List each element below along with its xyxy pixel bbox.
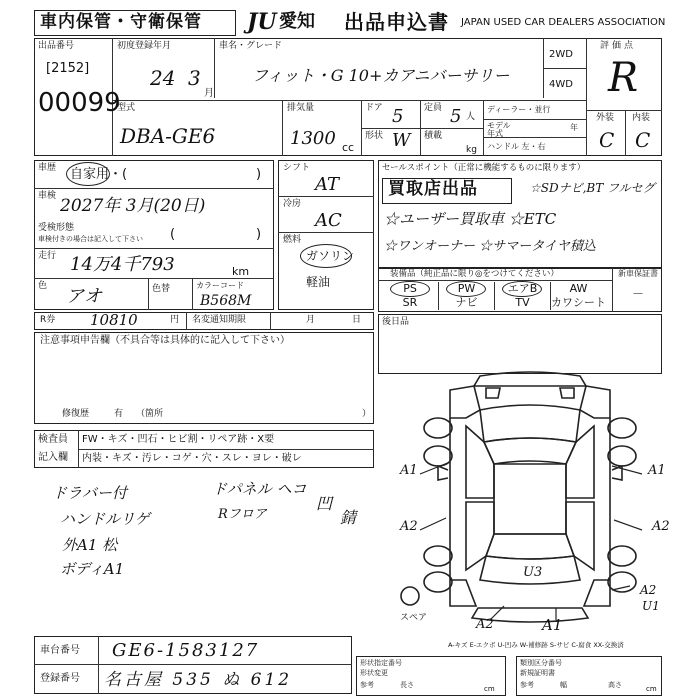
inspection-label: 車検 [38, 191, 57, 201]
equipment-label: 装備品（純正品に限り◎をつけてください） [390, 269, 559, 279]
equipment-item: PW [438, 282, 494, 296]
grade-value: R [608, 55, 639, 101]
shape-cm: cm [484, 685, 495, 693]
note-left-1: ドラバー付 [52, 484, 128, 502]
inspection-value: 2027年 3月(20日) [60, 196, 206, 216]
rear-items-box [378, 314, 662, 374]
ac-label: 冷房 [283, 199, 302, 209]
damage-legend: A-キズ E-エクボ U-凹み W-補修跡 S-サビ C-腐食 XX-交換済 [448, 641, 624, 649]
drive-4wd: 4WD [549, 79, 573, 90]
fuel-label: 燃料 [283, 235, 302, 245]
inspector-label-1: 検査員 [38, 434, 68, 445]
displacement-unit: cc [342, 141, 355, 154]
repair-close: ） [362, 409, 372, 419]
note-right-1: ドパネル ヘコ [212, 480, 307, 498]
shift-label: シフト [283, 163, 311, 173]
equipment-circle [502, 281, 542, 297]
note-right-4: 錆 [340, 508, 357, 527]
color-label: 色 [38, 281, 48, 291]
class-label: 類別区分番号 [520, 659, 562, 667]
equipment-item: ナビ [438, 296, 494, 310]
equipment-circle [390, 281, 430, 297]
inspector-row-1: FW・キズ・凹石・ヒビ割・リペア跡・X要 [82, 434, 275, 445]
note-left-4: ボディA1 [60, 560, 125, 578]
mark-u3-roof: U3 [523, 565, 543, 580]
deadline-label: 名変通知期限 [192, 315, 247, 325]
ac-value: AC [315, 210, 342, 231]
inspection-note: 車検付きの場合は記入して下さい [38, 235, 143, 243]
mark-a2-right: A2 [652, 519, 670, 534]
rear-items-label: 後日品 [382, 317, 410, 327]
notes-label: 注意事項申告欄（不具合等は具体的に記入して下さい） [40, 335, 290, 346]
inspection-type-label: 受検形態 [38, 223, 75, 233]
selling-point-line2: ☆ユーザー買取車 ☆ETC [384, 210, 557, 228]
form-title: 出品申込書 [344, 10, 449, 34]
fuel-gasoline: ガソリン [306, 249, 355, 263]
class-cm: cm [646, 685, 657, 693]
mark-a2-rear: A2 [476, 617, 494, 632]
equipment-item: PS [403, 282, 417, 295]
exterior-label: 外装 [596, 113, 615, 123]
equipment-item: AW [550, 282, 606, 296]
type-value: DBA-GE6 [120, 124, 216, 148]
note-right-2: Rフロア [218, 507, 267, 522]
selling-point-line1: ☆SDナビ,BT フルセグ [530, 181, 655, 195]
inspection-paren-open: ( [170, 227, 176, 242]
drive-2wd: 2WD [549, 49, 573, 60]
recycle-label: R券 [40, 315, 56, 325]
handle-label: ハンドル 左・右 [487, 142, 546, 151]
mark-u1-rear: U1 [642, 599, 660, 613]
repaint-label: 色替 [152, 284, 171, 294]
chassis-label: 車台番号 [40, 645, 80, 656]
repair-place: （箇所 [136, 409, 164, 419]
registration-month: 3 [188, 66, 201, 90]
history-value: 自家用・( [70, 167, 128, 182]
mileage-value: 14万4千793 [70, 254, 175, 275]
selling-points-label: セールスポイント（正常に機能するものに限ります） [382, 163, 586, 173]
lot-number: 00099 [38, 88, 121, 118]
doors-value: 5 [392, 106, 404, 127]
history-label: 車歴 [38, 163, 57, 173]
month-unit: 月 [204, 88, 214, 99]
deadline-month: 月 [306, 315, 316, 325]
mark-a2-rear-right: A2 [640, 583, 657, 597]
new-car-warranty-label: 新車保証書 [618, 269, 658, 278]
interior-value: C [635, 128, 651, 152]
plate-value: 名古屋 535 ぬ 612 [104, 670, 293, 690]
ju-logo: JU [247, 9, 277, 35]
load-unit: kg [466, 145, 477, 155]
registration-year: 24 [150, 66, 176, 90]
org-name: 愛知 [279, 11, 315, 32]
mark-a2-left: A2 [400, 519, 418, 534]
dealer-label: ディーラー・並行 [487, 105, 551, 114]
class-ref: 参考 [520, 681, 534, 689]
color-value: アオ [66, 286, 102, 307]
equipment-grid [382, 282, 608, 310]
capacity-label: 定員 [424, 103, 443, 113]
inspection-paren-close: ) [256, 227, 262, 242]
shape-ref: 参考 [360, 681, 374, 689]
association-name: JAPAN USED CAR DEALERS ASSOCIATION [461, 17, 666, 28]
type-label: 型式 [117, 103, 136, 113]
load-label: 積載 [424, 131, 443, 141]
capacity-unit: 人 [466, 112, 476, 122]
new-car-warranty-value: － [632, 287, 645, 301]
spare-label: スペア [400, 613, 428, 623]
lot-label: 出品番号 [38, 41, 75, 51]
equipment-item: TV [494, 296, 550, 310]
note-left-2: ハンドルリゲ [60, 510, 150, 528]
shape-change-label: 形状変更 [360, 669, 388, 677]
fuel-diesel: 軽油 [306, 275, 331, 289]
repair-value: 有 [114, 409, 124, 419]
equipment-item: SR [402, 296, 418, 309]
note-right-3: 凹 [316, 494, 333, 513]
exterior-value: C [599, 128, 615, 152]
storage-label: 車内保管・守衛保管 [40, 12, 202, 32]
doors-label: ドア [365, 103, 383, 113]
mileage-unit: km [232, 265, 250, 278]
shape-spec-label: 形状指定番号 [360, 659, 402, 667]
model-year-unit: 年 [570, 123, 578, 132]
equipment-item: エアB [494, 282, 550, 296]
shape-label: 形状 [365, 131, 384, 141]
note-left-3: 外A1 松 [62, 536, 118, 554]
plate-label: 登録番号 [40, 673, 80, 684]
mark-a1-left: A1 [400, 463, 418, 478]
first-registration-label: 初度登録年月 [117, 41, 172, 51]
capacity-value: 5 [450, 106, 462, 127]
model-year-label: モデル年式 [487, 121, 511, 138]
equipment-circle [446, 281, 486, 297]
interior-label: 内装 [632, 113, 651, 123]
inspector-label-2: 記入欄 [38, 452, 68, 463]
car-damage-diagram [380, 370, 680, 632]
recycle-unit: 円 [170, 315, 180, 325]
shift-value: AT [315, 174, 340, 195]
lot-code: [2152] [46, 61, 90, 76]
shape-value: W [392, 130, 411, 151]
shape-length: 長さ [400, 681, 414, 689]
approval-label: 新規証明書 [520, 669, 555, 677]
mark-a1-right: A1 [648, 463, 666, 478]
recycle-value: 10810 [90, 311, 138, 329]
color-code-value: B568M [200, 293, 252, 309]
model-label: 車名・グレード [219, 41, 283, 51]
repair-label: 修復歴 [62, 409, 90, 419]
class-width: 幅 [560, 681, 567, 689]
grade-label: 評価点 [600, 41, 637, 51]
color-code-label: カラーコード [196, 281, 244, 290]
displacement-value: 1300 [290, 128, 336, 149]
class-height: 高さ [608, 681, 622, 689]
equipment-item: カワシート [551, 296, 606, 309]
model-value: フィット・G 10+カアニバーサリー [252, 66, 510, 85]
selling-point-line3: ☆ワンオーナー ☆サマータイヤ積込 [384, 239, 596, 254]
mileage-label: 走行 [38, 251, 57, 261]
deadline-day: 日 [352, 315, 362, 325]
displacement-label: 排気量 [287, 103, 315, 113]
chassis-value: GE6-1583127 [112, 640, 260, 661]
history-close: ) [256, 167, 262, 182]
inspector-row-2: 内装・キズ・汚レ・コゲ・穴・スレ・ヨレ・破レ [82, 453, 302, 464]
mark-a1-rear: A1 [542, 616, 563, 634]
dealer-stamp: 買取店出品 [388, 179, 478, 199]
